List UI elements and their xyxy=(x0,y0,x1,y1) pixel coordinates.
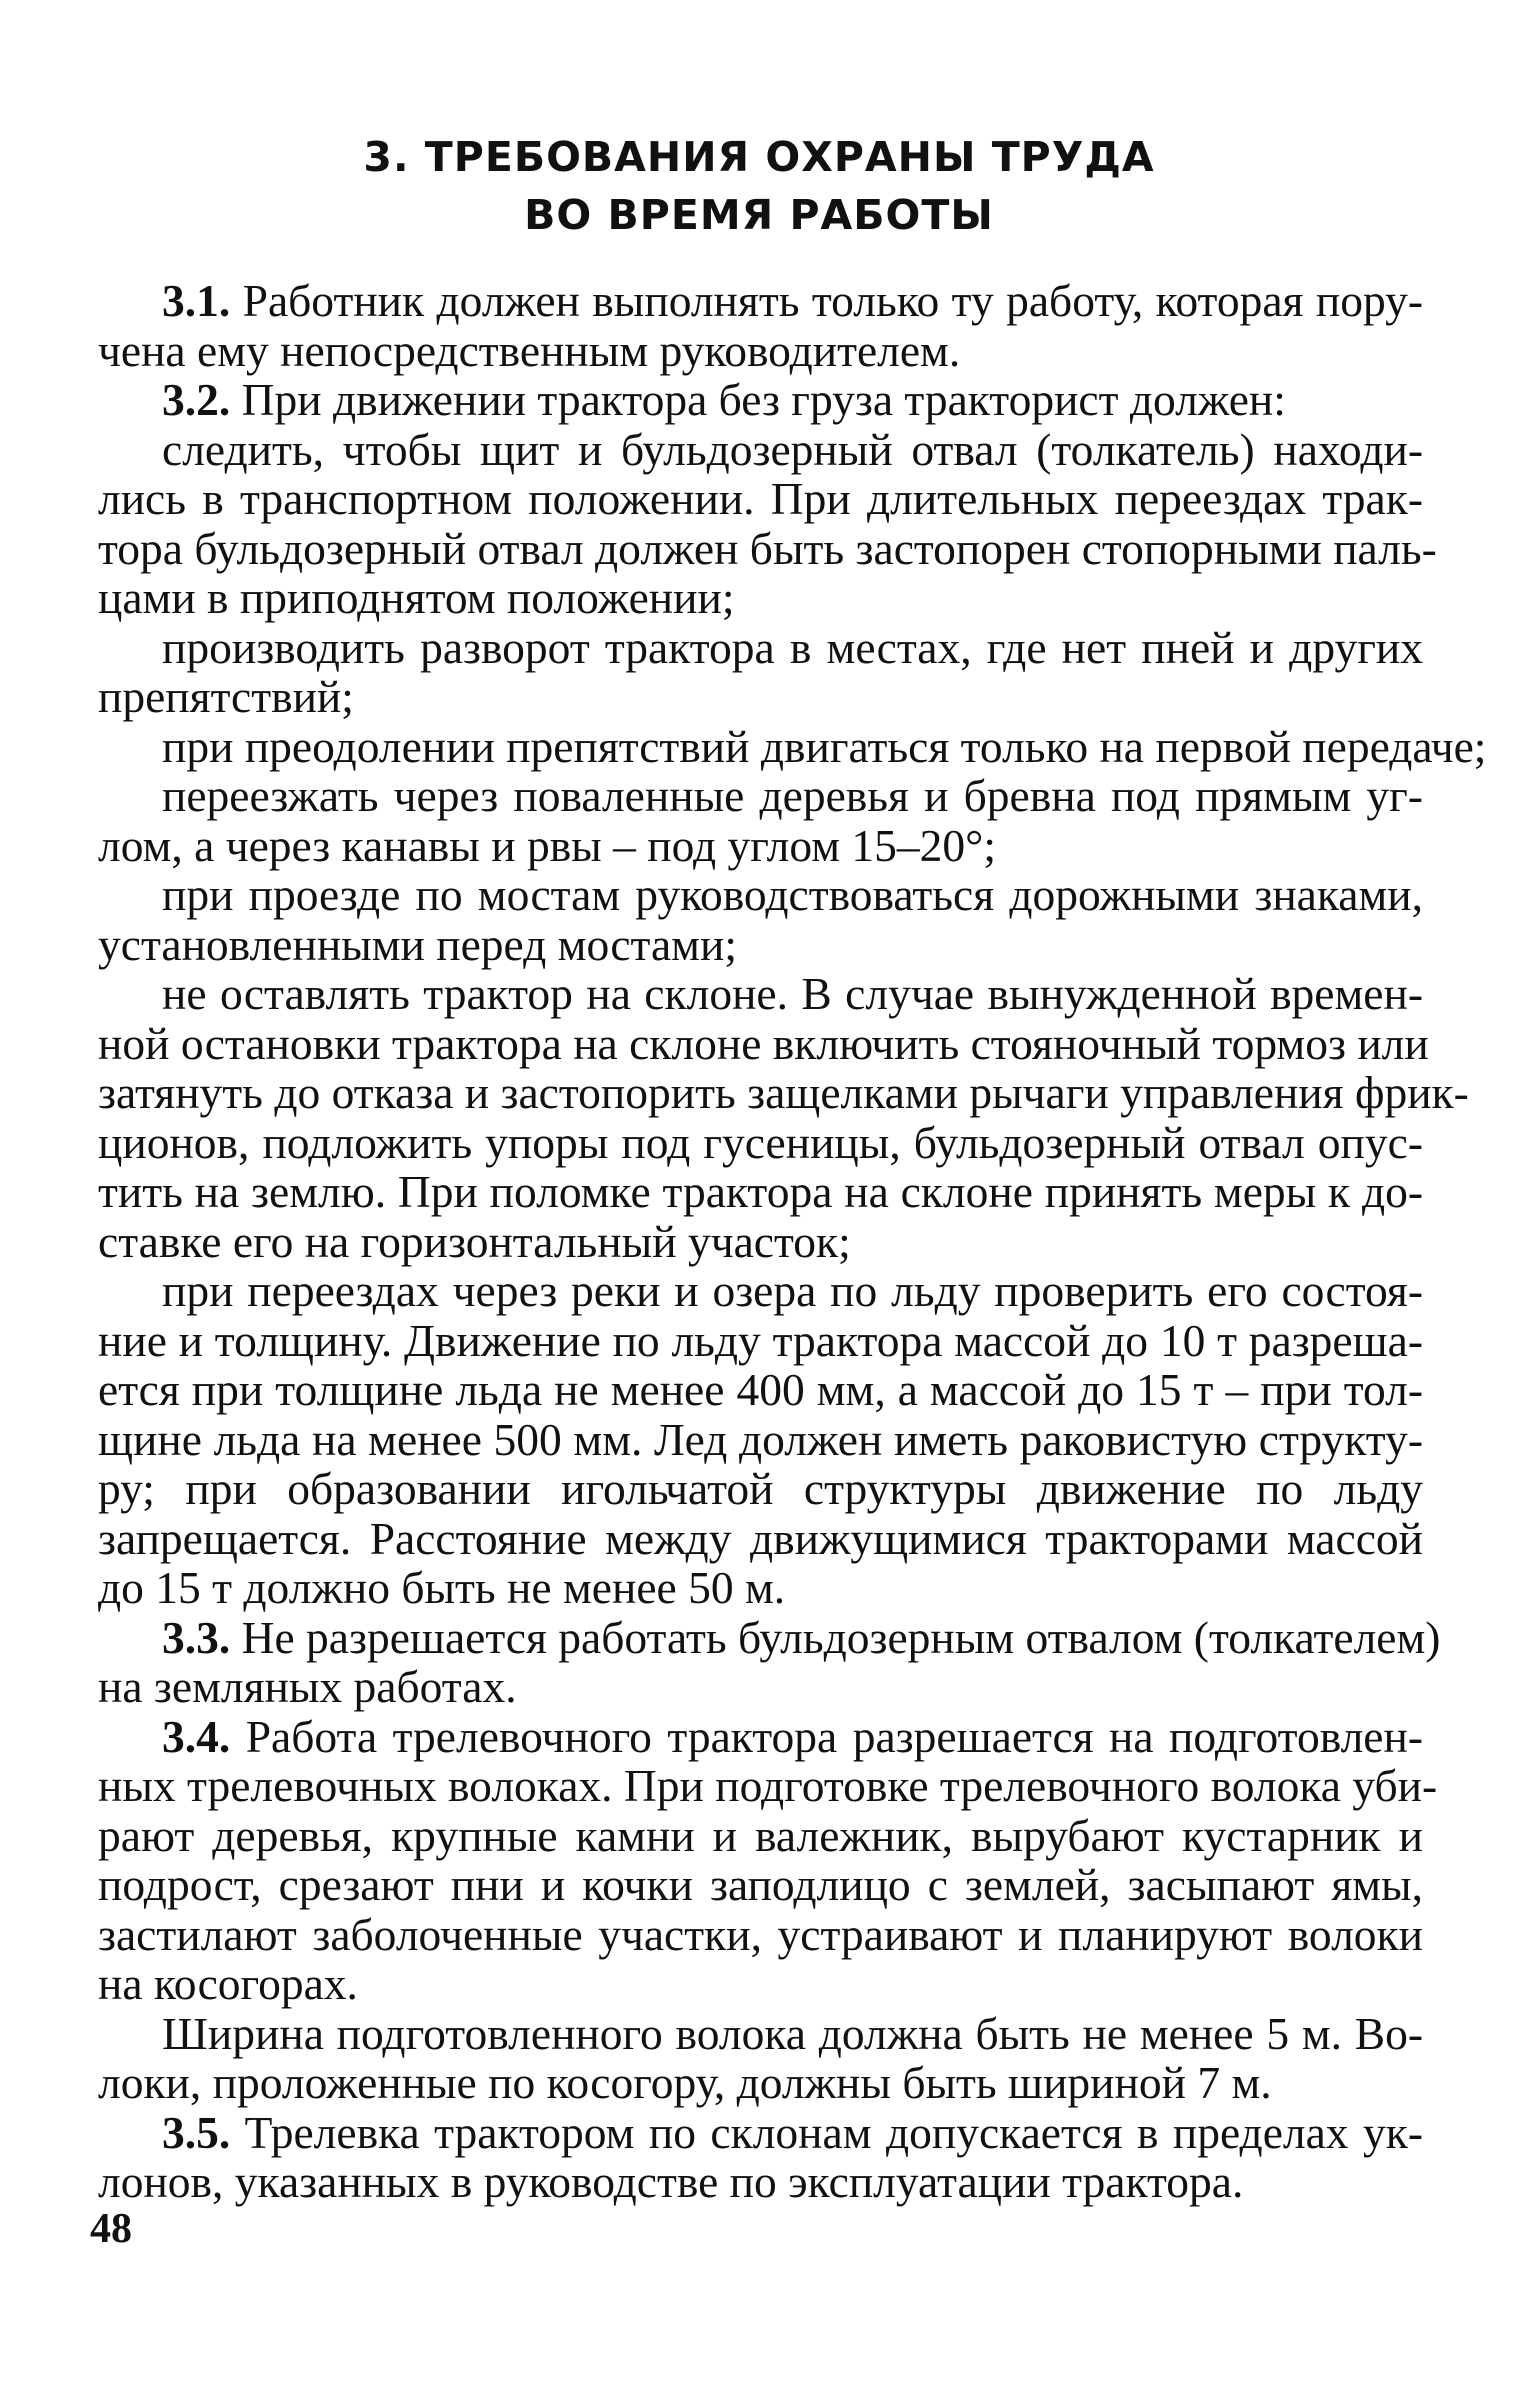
section-heading xyxy=(0,128,1518,244)
clause-number: 3.4. xyxy=(162,1710,231,1762)
clause-number: 3.5. xyxy=(162,2106,231,2158)
text-line: при переездах через реки и озера по льду проверить его состоя- xyxy=(162,1265,1423,1316)
text-line: тора бульдозерный отвал должен быть застопорен стопорными паль- xyxy=(98,522,1437,574)
text-line: производить разворот трактора в местах, где нет пней и других xyxy=(162,621,1423,673)
text-line: на земляных работах. xyxy=(98,1661,517,1712)
text-line: ционов, подложить упоры под гусеницы, бульдозерный отвал опус- xyxy=(98,1116,1423,1168)
text-line xyxy=(98,1712,1423,1762)
numbered-paragraph xyxy=(98,375,1423,425)
text-line: запрещается. Расстояние между движущимися тракторами массой xyxy=(98,1512,1423,1564)
text-line: лонов, указанных в руководстве по эксплуатации трактора. xyxy=(98,2156,1244,2207)
paragraph xyxy=(98,2009,1423,2108)
heading-line: ВО ВРЕМЯ РАБОТЫ xyxy=(524,191,994,239)
text-line: установленными перед мостами; xyxy=(98,918,737,970)
text-line xyxy=(98,375,1423,425)
text-line: ется при толщине льда не менее 400 мм, а массой до 15 т – при тол- xyxy=(98,1364,1423,1415)
numbered-paragraph xyxy=(98,276,1423,375)
page-number: 48 xyxy=(90,2206,132,2252)
text-line: подрост, срезают пни и кочки заподлицо с землей, засыпают ямы, xyxy=(98,1859,1423,1910)
paragraph xyxy=(98,968,1469,1267)
text-line: на косогорах. xyxy=(98,1958,358,2009)
text-line: лом, а через канавы и рвы – под углом 15–20°; xyxy=(98,819,997,871)
line-text: При движении трактора без груза тракторист должен: xyxy=(230,374,1286,425)
text-line: чена ему непосредственным руководителем. xyxy=(98,324,961,376)
clause-number: 3.1. xyxy=(162,275,231,326)
line-text: Работа трелевочного трактора разрешается на подготовлен- xyxy=(230,1710,1423,1762)
text-line: застилают заболоченные участки, устраивают и планируют волоки xyxy=(98,1908,1423,1960)
paragraph xyxy=(98,1266,1423,1613)
text-line: до 15 т должно быть не менее 50 м. xyxy=(98,1562,786,1613)
text-line: ру; при образовании игольчатой структуры движение по льду xyxy=(98,1463,1423,1514)
numbered-paragraph xyxy=(98,1710,1438,2009)
text-line: при преодолении препятствий двигаться только на первой передаче; xyxy=(162,720,1487,772)
paragraph xyxy=(98,771,1423,870)
line-text: Не разрешается работать бульдозерным отвалом (толкателем) xyxy=(230,1611,1441,1663)
text-line: не оставлять трактор на склоне. В случае вынужденной времен- xyxy=(162,968,1423,1019)
paragraph xyxy=(98,720,1487,772)
numbered-paragraph xyxy=(98,2108,1423,2207)
paragraph xyxy=(98,423,1437,623)
text-line: цами в приподнятом положении; xyxy=(98,572,735,623)
text-line xyxy=(98,2108,1423,2158)
text-line: лись в транспортном положении. При длительных переездах трак- xyxy=(98,473,1423,524)
text-line: ной остановки трактора на склоне включить стояночный тормоз или xyxy=(98,1017,1429,1069)
text-line: следить, чтобы щит и бульдозерный отвал (толкатель) находи- xyxy=(162,423,1423,475)
text-line: затянуть до отказа и застопорить защелками рычаги управления фрик- xyxy=(98,1067,1469,1118)
text-line: переезжать через поваленные деревья и бревна под прямым уг- xyxy=(162,770,1423,821)
document-body xyxy=(98,275,1487,2207)
text-line xyxy=(98,276,1423,326)
text-line: ных трелевочных волоках. При подготовке трелевочного волока уби- xyxy=(98,1760,1438,1811)
text-line: ние и толщину. Движение по льду трактора массой до 10 т разреша- xyxy=(98,1314,1423,1366)
text-line: щине льда на менее 500 мм. Лед должен иметь раковистую структу- xyxy=(98,1413,1423,1465)
line-text: Работник должен выполнять только ту работу, которая пору- xyxy=(230,275,1423,326)
paragraph xyxy=(98,870,1423,969)
text-line xyxy=(98,1611,1441,1663)
text-line: ставке его на горизонтальный участок; xyxy=(98,1215,851,1267)
paragraph xyxy=(98,623,1423,722)
clause-number: 3.2. xyxy=(162,374,231,425)
text-line: при проезде по мостам руководствоваться дорожными знаками, xyxy=(162,869,1423,920)
clause-number: 3.3. xyxy=(162,1611,231,1663)
numbered-paragraph xyxy=(98,1611,1441,1712)
text-line: локи, проложенные по косогору, должны быть шириной 7 м. xyxy=(98,2057,1272,2108)
heading-line: 3. ТРЕБОВАНИЯ ОХРАНЫ ТРУДА xyxy=(363,133,1155,181)
text-line: рают деревья, крупные камни и валежник, вырубают кустарник и xyxy=(98,1809,1423,1861)
text-line: Ширина подготовленного волока должна быть не менее 5 м. Во- xyxy=(162,2007,1423,2059)
text-line: препятствий; xyxy=(98,671,354,722)
text-line: тить на землю. При поломке трактора на склоне принять меры к до- xyxy=(98,1166,1423,1217)
line-text: Трелевка трактором по склонам допускается в пределах ук- xyxy=(230,2106,1423,2158)
